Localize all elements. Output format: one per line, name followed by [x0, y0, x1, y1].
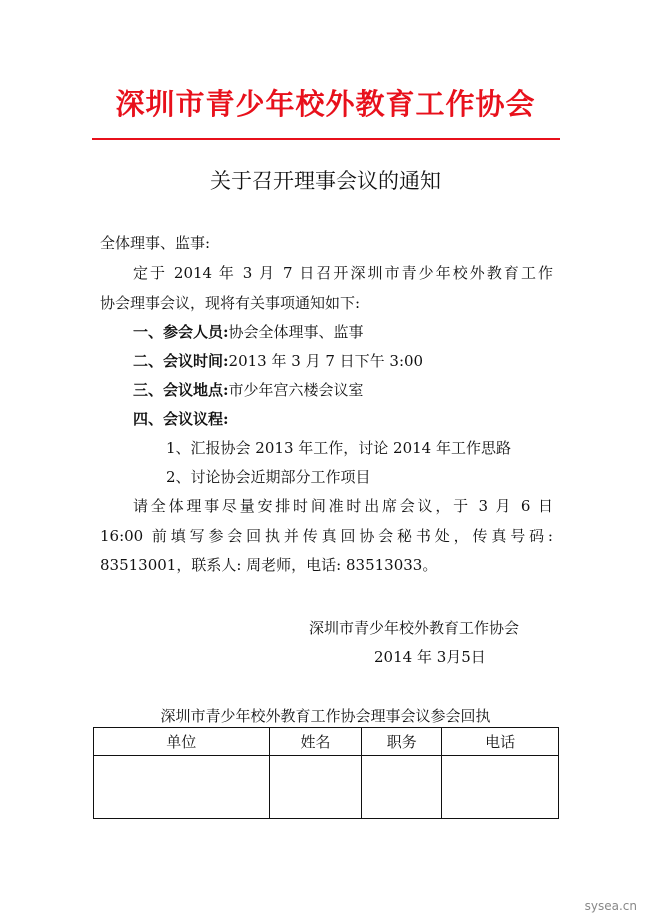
item-time	[133, 351, 423, 371]
col-header-position: 职务	[362, 728, 442, 756]
item-location	[133, 380, 364, 400]
closing-line-1: 请全体理事尽量安排时间准时出席会议，于 3 月 6 日	[133, 497, 553, 515]
salutation: 全体理事、监事:	[100, 234, 211, 252]
org-letterhead-title: 深圳市青少年校外教育工作协会	[115, 87, 536, 121]
item-value: 2013 年 3 月 7 日下午 3:00	[228, 352, 424, 370]
closing-line-2: 16:00 前填写参会回执并传真回协会秘书处，传真号码:	[100, 527, 553, 545]
item-label: 四、会议议程:	[133, 410, 229, 428]
agenda-item-1: 1、汇报协会 2013 年工作，讨论 2014 年工作思路	[166, 439, 511, 457]
cell-unit	[94, 756, 270, 819]
watermark: sysea.cn	[584, 899, 637, 913]
item-agenda	[133, 409, 229, 429]
item-label: 二、会议时间:	[133, 352, 229, 370]
intro-line-2: 协会理事会议，现将有关事项通知如下:	[100, 294, 361, 312]
cell-name	[269, 756, 362, 819]
item-label: 三、会议地点:	[133, 381, 229, 399]
closing-line-3: 83513001，联系人: 周老师，电话: 83513033。	[100, 556, 438, 574]
notice-title: 关于召开理事会议的通知	[210, 169, 441, 193]
agenda-item-2: 2、讨论协会近期部分工作项目	[166, 468, 371, 486]
receipt-blank-row	[94, 756, 559, 819]
signature-org: 深圳市青少年校外教育工作协会	[309, 619, 520, 637]
col-header-phone: 电话	[442, 728, 559, 756]
item-value: 市少年宫六楼会议室	[228, 381, 364, 399]
signature-date: 2014 年 3月5日	[374, 648, 486, 666]
receipt-table	[93, 727, 559, 819]
receipt-table-caption: 深圳市青少年校外教育工作协会理事会议参会回执	[160, 707, 491, 725]
cell-position	[362, 756, 442, 819]
receipt-header-row	[94, 728, 559, 756]
col-header-name: 姓名	[269, 728, 362, 756]
item-label: 一、参会人员:	[133, 323, 229, 341]
letterhead-red-rule	[92, 138, 560, 140]
cell-phone	[442, 756, 559, 819]
intro-line-1: 定于 2014 年 3 月 7 日召开深圳市青少年校外教育工作	[133, 264, 553, 282]
item-value: 协会全体理事、监事	[228, 323, 364, 341]
item-participants	[133, 322, 364, 342]
col-header-unit: 单位	[94, 728, 270, 756]
